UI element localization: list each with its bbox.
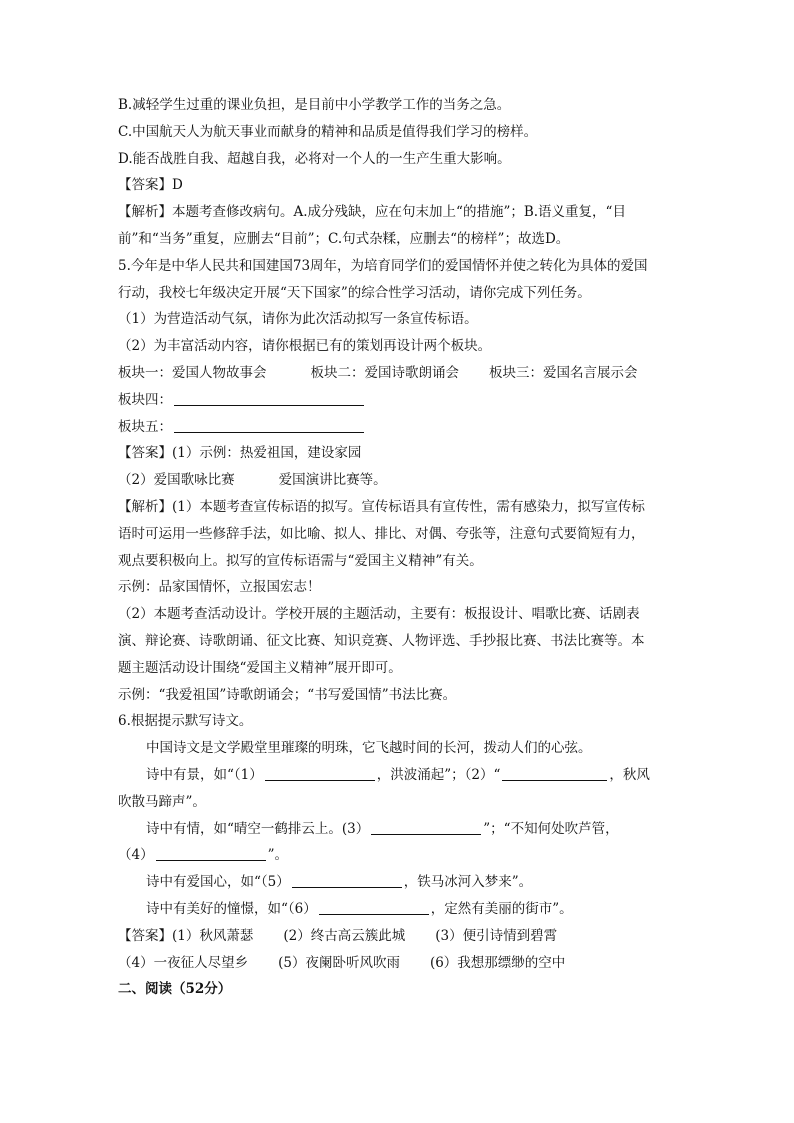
q6-scenery-cont: 吹散马蹄声”。 xyxy=(118,793,206,810)
analysis-5-line2: 语时可运用一些修辞手法，如比喻、拟人、排比、对偶、夸张等，注意句式要简短有力， xyxy=(118,525,645,542)
blank-2 xyxy=(502,766,607,781)
section-4-blank xyxy=(174,391,364,406)
task-2: （2）为丰富活动内容，请你根据已有的策划再设计两个板块。 xyxy=(118,338,492,355)
example-2: 示例：“我爱祖国”诗歌朗诵会；“书写爱国情”书法比赛。 xyxy=(118,686,457,703)
option-b: B.减轻学生过重的课业负担，是目前中小学教学工作的当务之急。 xyxy=(118,97,511,113)
q6-emotion-row: 诗中有情，如“晴空一鹤排云上。(3） ”；“不知何处吹芦管， xyxy=(146,820,619,837)
option-c: C.中国航天人为航天事业而献身的精神和品质是值得我们学习的榜样。 xyxy=(118,123,538,140)
answer-5-line2: （2）爱国歌咏比赛 爱国演讲比赛等。 xyxy=(118,472,387,489)
analysis-4-line2: 前”和“当务”重复，应删去“目前”；C.句式杂糅，应删去“的榜样”；故选D。 xyxy=(118,230,570,247)
question-6: 6.根据提示默写诗文。 xyxy=(118,713,253,730)
blank-5 xyxy=(292,873,402,888)
example-1: 示例：品家国情怀，立报国宏志！ xyxy=(118,579,321,596)
sections-row xyxy=(118,360,698,387)
analysis-5-line4: （2）本题考查活动设计。学校开展的主题活动，主要有：板报设计、唱歌比赛、话剧表 xyxy=(118,606,640,623)
section-5-row xyxy=(118,414,698,441)
analysis-5-line1: 【解析】(1）本题考查宣传标语的拟写。宣传标语具有宣传性，需有感染力，拟写宣传标 xyxy=(118,498,645,515)
section-2: 板块二：爱国诗歌朗诵会 xyxy=(310,364,459,381)
answer-6-line1: 【答案】(1）秋风萧瑟 (2）终古高云簇此城 (3）便引诗情到碧霄 xyxy=(118,927,558,944)
section-3: 板块三：爱国名言展示会 xyxy=(489,364,638,381)
analysis-5-line3: 观点要积极向上。拟写的宣传标语需与“爱国主义精神”有关。 xyxy=(118,552,483,569)
q6-scenery-row: 诗中有景，如“（1） ，洪波涌起”；（2）“ ，秋风 xyxy=(146,766,650,783)
section-4-label: 板块四： xyxy=(118,391,172,408)
question-5-line1: 5.今年是中华人民共和国建国73周年，为培育同学们的爱国情怀并使之转化为具体的爱国 xyxy=(118,257,648,274)
section-1: 板块一：爱国人物故事会 xyxy=(118,364,267,381)
q6-hope-row: 诗中有美好的憧憬，如“（6） ，定然有美丽的街市”。 xyxy=(146,900,573,917)
answer-4: 【答案】D xyxy=(118,177,183,194)
question-5-line2: 行动，我校七年级决定开展“天下国家”的综合性学习活动，请你完成下列任务。 xyxy=(118,284,591,301)
q6-emotion-cont: （4） ”。 xyxy=(118,847,288,864)
blank-1 xyxy=(265,766,375,781)
task-1: （1）为营造活动气氛，请你为此次活动拟写一条宣传标语。 xyxy=(118,311,478,328)
answer-6-line2: （4）一夜征人尽望乡 (5）夜阑卧听风吹雨 (6）我想那缥缈的空中 xyxy=(118,954,566,971)
section-5-label: 板块五： xyxy=(118,418,172,435)
section-4-row xyxy=(118,387,698,414)
blank-4 xyxy=(156,846,266,861)
option-d: D.能否战胜自我、超越自我，必将对一个人的一生产生重大影响。 xyxy=(118,150,511,167)
section-5-blank xyxy=(174,418,364,433)
answer-5-line1: 【答案】(1）示例：热爱祖国，建设家园 xyxy=(118,445,362,462)
analysis-5-line6: 题主题活动设计围绕“爱国主义精神”展开即可。 xyxy=(118,659,402,676)
analysis-5-line5: 演、辩论赛、诗歌朗诵、征文比赛、知识竞赛、人物评选、手抄报比赛、书法比赛等。本 xyxy=(118,632,645,649)
q6-patriot-row: 诗中有爱国心，如“（5） ，铁马冰河入梦来”。 xyxy=(146,874,533,891)
section-heading-reading: 二、阅读（52分） xyxy=(118,981,232,998)
q6-intro: 中国诗文是文学殿堂里璀璨的明珠，它飞越时间的长河，拨动人们的心弦。 xyxy=(146,740,592,757)
blank-3 xyxy=(371,820,481,835)
analysis-4-line1: 【解析】本题考查修改病句。A.成分残缺，应在句末加上“的措施”；B.语义重复，“目 xyxy=(118,204,626,221)
blank-6 xyxy=(319,900,429,915)
